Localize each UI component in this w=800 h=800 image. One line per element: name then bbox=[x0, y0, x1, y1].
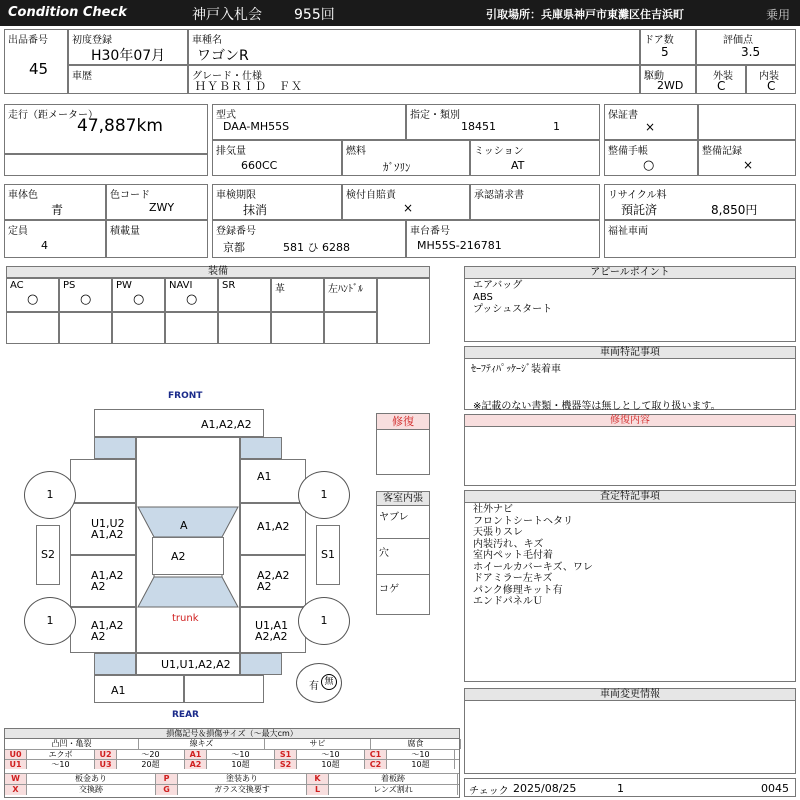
color-code-value: ZWY bbox=[149, 201, 175, 214]
equipment-header: AC bbox=[10, 280, 24, 291]
repair-box-title: 修復 bbox=[377, 414, 429, 430]
grade-value: ＨＹＢＲＩＤ ＦＸ bbox=[195, 80, 303, 93]
rear-door-left-damage: A1,A2 A2 bbox=[91, 569, 124, 593]
spare-tire bbox=[296, 663, 342, 703]
legend-code: C1 bbox=[365, 750, 387, 759]
tire-rear-right bbox=[298, 597, 350, 645]
equipment-value: ○ bbox=[80, 292, 92, 307]
score-label: 評価点 bbox=[723, 35, 753, 46]
equipment-empty-cell bbox=[6, 312, 59, 344]
transmission-label: ミッション bbox=[474, 146, 524, 157]
legend-desc: レンズ割れ bbox=[329, 785, 458, 795]
chassis-value: MH55S-216781 bbox=[417, 239, 502, 252]
inspection-label: 車検期限 bbox=[216, 190, 256, 201]
equipment-empty-cell bbox=[324, 312, 377, 344]
recycle-cell bbox=[604, 184, 796, 220]
warranty-label: 保証書 bbox=[608, 110, 638, 121]
legend-code: L bbox=[307, 785, 329, 795]
equipment-cell bbox=[218, 278, 271, 312]
assessment-line: 天張りスレ bbox=[473, 527, 523, 538]
session-number: 955回 bbox=[294, 7, 335, 23]
welfare-label: 福祉車両 bbox=[608, 226, 648, 237]
legend-desc: 塗装あり bbox=[178, 774, 307, 784]
first-reg-cell bbox=[68, 29, 188, 65]
color-code-label: 色コード bbox=[110, 190, 150, 201]
fuel-cell bbox=[342, 140, 470, 176]
spare-tire-icon bbox=[321, 674, 337, 690]
capacity-label: 定員 bbox=[8, 226, 28, 237]
step-left-value: S2 bbox=[41, 548, 55, 561]
displacement-cell bbox=[212, 140, 342, 176]
assessment-line: エンドパネルＵ bbox=[473, 596, 543, 607]
equipment-header: 左ﾊﾝﾄﾞﾙ bbox=[328, 284, 363, 295]
front-door-left-damage: U1,U2 A1,A2 bbox=[91, 517, 125, 541]
equipment-cell bbox=[165, 278, 218, 312]
equipment-empty-cell bbox=[218, 312, 271, 344]
legend-desc: 10超 bbox=[207, 760, 275, 769]
grade-label: グレード・仕様 bbox=[192, 71, 262, 82]
brand-title: Condition Check bbox=[8, 5, 127, 20]
chassis-cell bbox=[406, 220, 600, 258]
appeal-line: ABS bbox=[473, 292, 493, 303]
cabin-trim-box bbox=[376, 491, 430, 615]
capacity-value: 4 bbox=[41, 239, 48, 252]
step-right bbox=[316, 525, 340, 585]
score-cell bbox=[696, 29, 796, 65]
assessment-line: 室内ペット毛付着 bbox=[473, 550, 553, 561]
special-line: ｾｰﾌﾃｨﾊﾟｯｹｰｼﾞ装着車 bbox=[471, 364, 561, 375]
check-row bbox=[464, 778, 796, 797]
equipment-empty-cell bbox=[59, 312, 112, 344]
repair-box bbox=[376, 413, 430, 475]
tire-rear-left bbox=[24, 597, 76, 645]
equipment-value: ○ bbox=[27, 292, 39, 307]
approval-label: 承認請求書 bbox=[474, 190, 524, 201]
rear-label: REAR bbox=[172, 710, 199, 720]
assessment-line: 社外ナビ bbox=[473, 504, 513, 515]
legend-desc: 〜10 bbox=[27, 760, 95, 769]
warranty-cell bbox=[604, 104, 698, 140]
tire-front-right-value: 1 bbox=[320, 488, 328, 501]
special-panel bbox=[464, 346, 796, 410]
legend-row-2 bbox=[5, 759, 459, 769]
legend-desc: 〜20 bbox=[117, 750, 185, 759]
legend-desc: 板金あり bbox=[27, 774, 156, 784]
appeal-title: アピールポイント bbox=[465, 267, 795, 279]
equipment-cell bbox=[112, 278, 165, 312]
body-color-value: 青 bbox=[51, 203, 64, 217]
plate-cell bbox=[212, 220, 406, 258]
roof-damage: A bbox=[180, 519, 188, 532]
transmission-cell bbox=[470, 140, 600, 176]
legend-desc: 〜10 bbox=[387, 750, 455, 759]
drive-label: 駆動 bbox=[644, 71, 664, 82]
doors-cell bbox=[640, 29, 696, 65]
assessment-line: パンク修理キット有 bbox=[473, 584, 563, 596]
first-reg-value: H30年07月 bbox=[91, 48, 166, 64]
step-right-value: S1 bbox=[321, 548, 335, 561]
spare-tire-icon-label: 無 bbox=[324, 677, 334, 687]
drive-cell bbox=[640, 65, 696, 94]
hood-damage: A1,A2,A2 bbox=[201, 418, 252, 431]
plate-label: 登録番号 bbox=[216, 226, 256, 237]
equipment-cell bbox=[59, 278, 112, 312]
legend-desc: 〜10 bbox=[207, 750, 275, 759]
assessment-line: 内装汚れ、キズ bbox=[473, 538, 544, 550]
capacity-cell bbox=[4, 220, 106, 258]
recycle-status: 預託済 bbox=[621, 203, 658, 217]
assessment-line: ホイールカバーキズ、ワレ bbox=[473, 561, 593, 573]
legend-code: U3 bbox=[95, 760, 117, 769]
liability-cell bbox=[342, 184, 470, 220]
maint-record-value: × bbox=[743, 158, 754, 172]
warranty-empty-cell bbox=[698, 104, 796, 140]
special-note: ※記載のない書類・機器等は無しとして取り扱います。 bbox=[473, 401, 721, 412]
equipment-cell bbox=[6, 278, 59, 312]
legend-desc: 交換跡 bbox=[27, 785, 156, 795]
tire-front-right bbox=[298, 471, 350, 519]
roof-center-damage: A2 bbox=[171, 550, 186, 563]
rear-window bbox=[138, 577, 238, 607]
doors-label: ドア数 bbox=[644, 35, 674, 46]
legend-code: S1 bbox=[275, 750, 297, 759]
legend-desc: 20超 bbox=[117, 760, 185, 769]
repair-content-title: 修復内容 bbox=[465, 415, 795, 427]
step-left bbox=[36, 525, 60, 585]
legend-group: 線キズ bbox=[139, 739, 265, 749]
legend-row-1 bbox=[5, 749, 459, 759]
equipment-empty-cell bbox=[165, 312, 218, 344]
check-date: 2025/08/25 bbox=[513, 782, 577, 795]
rear-bottom-damage: A1 bbox=[111, 684, 126, 697]
car-name-label: 車種名 bbox=[192, 35, 222, 46]
equipment-header: 革 bbox=[275, 284, 285, 295]
changes-panel bbox=[464, 688, 796, 774]
body-color-cell bbox=[4, 184, 106, 220]
special-title: 車両特記事項 bbox=[465, 347, 795, 359]
legend-code: U2 bbox=[95, 750, 117, 759]
maint-record-cell bbox=[698, 140, 796, 176]
legend-desc: ガラス交換要す bbox=[178, 785, 307, 795]
legend-desc: エクボ bbox=[27, 750, 95, 759]
vehicle-category: 乗用 bbox=[766, 8, 791, 22]
inspection-value: 抹消 bbox=[243, 203, 268, 217]
body-color-label: 車体色 bbox=[8, 190, 38, 201]
rear-bumper-damage: U1,U1,A2,A2 bbox=[161, 658, 231, 671]
front-door-right-damage: A1,A2 bbox=[257, 520, 290, 533]
history-cell bbox=[68, 65, 188, 94]
tire-front-left bbox=[24, 471, 76, 519]
designation-label: 指定・類別 bbox=[410, 110, 460, 121]
model-label: 型式 bbox=[216, 110, 236, 121]
warranty-value: × bbox=[645, 120, 656, 134]
color-code-cell bbox=[106, 184, 208, 220]
equipment-value: ○ bbox=[133, 292, 145, 307]
legend-desc: 着板跡 bbox=[329, 774, 458, 784]
equipment-header: SR bbox=[222, 280, 236, 291]
legend-groups bbox=[5, 739, 459, 749]
model-value: DAA-MH55S bbox=[223, 120, 290, 133]
legend-desc: 10超 bbox=[297, 760, 365, 769]
transmission-value: AT bbox=[511, 159, 525, 172]
assessment-line: フロントシートヘタリ bbox=[473, 515, 573, 527]
interior-cell bbox=[746, 65, 796, 94]
doors-value: 5 bbox=[661, 45, 669, 59]
header-bar bbox=[0, 0, 800, 26]
lot-number-value: 45 bbox=[29, 60, 49, 78]
maint-record-label: 整備記録 bbox=[702, 146, 742, 157]
plate-region: 京都 bbox=[223, 241, 245, 254]
interior-value: C bbox=[767, 79, 776, 93]
appeal-line: エアバッグ bbox=[473, 280, 523, 291]
check-code: 0045 bbox=[761, 782, 789, 795]
lot-number-label: 出品番号 bbox=[8, 35, 48, 46]
equipment-header: NAVI bbox=[169, 280, 193, 291]
legend-group: 腐食 bbox=[371, 739, 461, 749]
auction-name: 神戸入札会 bbox=[192, 7, 262, 23]
assessment-panel bbox=[464, 490, 796, 682]
equipment-filler bbox=[377, 278, 430, 344]
assessment-line: ドアミラー左キズ bbox=[473, 573, 553, 584]
designation-cell bbox=[406, 104, 600, 140]
exterior-value: C bbox=[717, 79, 726, 93]
rear-fender-right-damage: U1,A1 A2,A2 bbox=[255, 619, 289, 643]
assessment-lines bbox=[465, 503, 795, 609]
cabin-trim-title: 客室内張 bbox=[377, 492, 429, 506]
car-name-cell bbox=[188, 29, 640, 65]
legend-group: 凸凹・亀裂 bbox=[5, 739, 139, 749]
mileage-lower-cell bbox=[4, 154, 208, 176]
trunk-label: trunk bbox=[172, 613, 199, 624]
car-name-value: ワゴンR bbox=[197, 48, 249, 64]
recycle-amount: 8,850円 bbox=[711, 203, 758, 217]
legend-desc: 〜10 bbox=[297, 750, 365, 759]
legend-group: サビ bbox=[265, 739, 371, 749]
front-fender-right-damage: A1 bbox=[257, 470, 272, 483]
check-num: 1 bbox=[617, 782, 624, 795]
equipment-title: 装備 bbox=[6, 266, 430, 278]
designation-value-2: 1 bbox=[553, 120, 560, 133]
lot-number-cell bbox=[4, 29, 68, 94]
tire-rear-left-value: 1 bbox=[46, 614, 54, 627]
approval-cell bbox=[470, 184, 600, 220]
fuel-value: ｶﾞｿﾘﾝ bbox=[383, 161, 411, 174]
legend-code: K bbox=[307, 774, 329, 784]
legend-row-4 bbox=[5, 784, 459, 795]
manual-label: 整備手帳 bbox=[608, 146, 648, 157]
repair-content-panel bbox=[464, 414, 796, 486]
legend-code: X bbox=[5, 785, 27, 795]
legend-title: 損傷記号＆損傷サイズ（〜最大cm） bbox=[5, 729, 459, 739]
legend-code: G bbox=[156, 785, 178, 795]
appeal-line: プッシュスタート bbox=[473, 304, 553, 315]
legend-code: S2 bbox=[275, 760, 297, 769]
manual-cell bbox=[604, 140, 698, 176]
legend-code: P bbox=[156, 774, 178, 784]
equipment-header: PS bbox=[63, 280, 76, 291]
welfare-cell bbox=[604, 220, 796, 258]
changes-title: 車両変更情報 bbox=[465, 689, 795, 701]
assessment-title: 査定特記事項 bbox=[465, 491, 795, 503]
liability-value: × bbox=[403, 201, 414, 215]
equipment-empty-cell bbox=[112, 312, 165, 344]
exterior-cell bbox=[696, 65, 746, 94]
drive-value: 2WD bbox=[657, 79, 684, 92]
front-label: FRONT bbox=[168, 391, 203, 401]
equipment-header: PW bbox=[116, 280, 132, 291]
grade-cell bbox=[188, 65, 640, 94]
roof-center-box bbox=[152, 537, 224, 575]
score-value: 3.5 bbox=[741, 45, 761, 59]
pickup-location: 引取場所：兵庫県神戸市東灘区住吉浜町 bbox=[486, 8, 684, 21]
car-diagram bbox=[0, 385, 460, 725]
fuel-label: 燃料 bbox=[346, 146, 366, 157]
legend-desc: 10超 bbox=[387, 760, 455, 769]
model-cell bbox=[212, 104, 406, 140]
cabin-item-burn: コゲ bbox=[379, 584, 399, 595]
mileage-value: 47,887km bbox=[77, 116, 163, 136]
check-label: チェック bbox=[469, 786, 509, 797]
equipment-cell bbox=[271, 278, 324, 312]
legend-code: W bbox=[5, 774, 27, 784]
manual-value: ○ bbox=[643, 158, 655, 173]
legend-code: U1 bbox=[5, 760, 27, 769]
tire-rear-right-value: 1 bbox=[320, 614, 328, 627]
windshield bbox=[138, 507, 238, 537]
legend-code: A2 bbox=[185, 760, 207, 769]
recycle-label: リサイクル料 bbox=[608, 190, 667, 201]
appeal-lines bbox=[465, 279, 795, 317]
chassis-label: 車台番号 bbox=[410, 226, 450, 237]
legend-row-3 bbox=[5, 773, 459, 784]
load-label: 積載量 bbox=[110, 226, 140, 237]
legend-code: U0 bbox=[5, 750, 27, 759]
legend-code: C2 bbox=[365, 760, 387, 769]
exterior-label: 外装 bbox=[713, 71, 733, 82]
appeal-panel bbox=[464, 266, 796, 342]
legend-code: A1 bbox=[185, 750, 207, 759]
tire-front-left-value: 1 bbox=[46, 488, 54, 501]
damage-legend bbox=[4, 728, 460, 798]
history-label: 車歴 bbox=[72, 71, 92, 82]
displacement-label: 排気量 bbox=[216, 146, 246, 157]
rear-door-right-damage: A2,A2 A2 bbox=[257, 569, 290, 593]
liability-label: 検付自賠責 bbox=[346, 190, 396, 201]
displacement-value: 660CC bbox=[241, 159, 278, 172]
equipment-value: ○ bbox=[186, 292, 198, 307]
rear-fender-left-damage: A1,A2 A2 bbox=[91, 619, 124, 643]
mileage-cell bbox=[4, 104, 208, 154]
mileage-label: 走行（距メーター） bbox=[8, 110, 98, 121]
interior-label: 内装 bbox=[759, 71, 779, 82]
load-cell bbox=[106, 220, 208, 258]
equipment-empty-cell bbox=[271, 312, 324, 344]
designation-value-1: 18451 bbox=[461, 120, 496, 133]
inspection-cell bbox=[212, 184, 342, 220]
plate-number: 581 ひ 6288 bbox=[283, 241, 350, 254]
first-reg-label: 初度登録 bbox=[72, 35, 112, 46]
spare-tire-label: 有 bbox=[309, 681, 319, 692]
cabin-item-tear: ヤブレ bbox=[379, 512, 409, 523]
cabin-item-hole: 穴 bbox=[379, 548, 389, 559]
equipment-cell bbox=[324, 278, 377, 312]
